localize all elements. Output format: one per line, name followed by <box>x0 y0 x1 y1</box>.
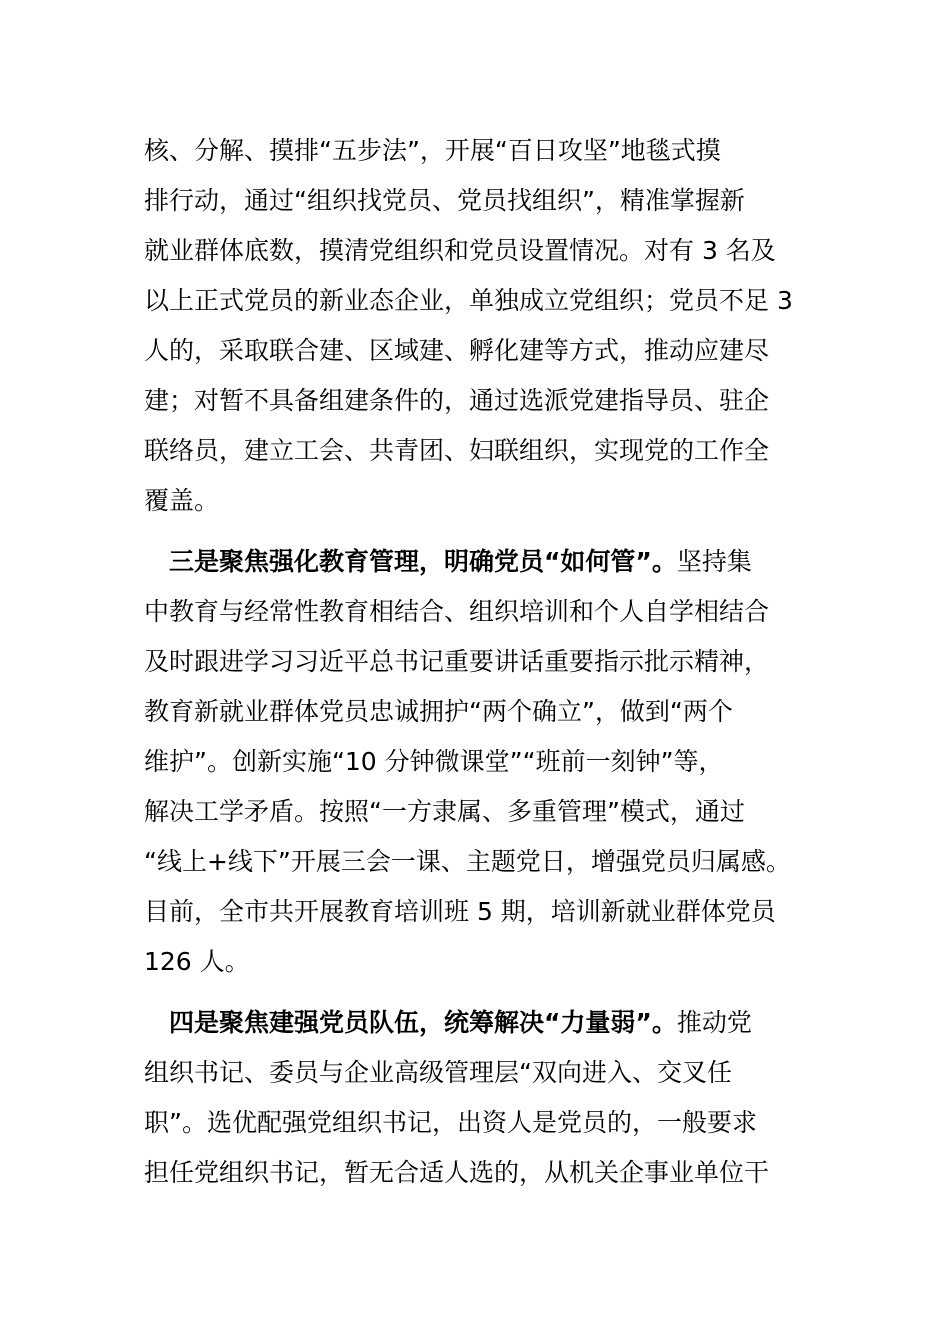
text-line: 126 人。 <box>144 947 250 976</box>
text-line: 组织书记、委员与企业高级管理层“双向进入、交叉任 <box>144 1058 732 1087</box>
text-line: 就业群体底数，摸清党组织和党员设置情况。对有 3 名及 <box>144 236 776 265</box>
text-line: 建；对暂不具备组建条件的，通过选派党建指导员、驻企 <box>144 386 770 415</box>
paragraph-2 <box>144 537 824 987</box>
text-line: 目前，全市共开展教育培训班 5 期，培训新就业群体党员 <box>144 897 776 926</box>
text-line: 教育新就业群体党员忠诚拥护“两个确立”，做到“两个 <box>144 697 733 726</box>
text-line: 排行动，通过“组织找党员、党员找组织”，精准掌握新 <box>144 186 745 215</box>
text-line: “线上+线下”开展三会一课、主题党日，增强党员归属感。 <box>144 847 791 876</box>
text-line: 解决工学矛盾。按照“一方隶属、多重管理”模式，通过 <box>144 797 745 826</box>
text-line: 职”。选优配强党组织书记，出资人是党员的，一般要求 <box>144 1108 757 1137</box>
text-line: 维护”。创新实施“10 分钟微课堂”“班前一刻钟”等， <box>144 747 724 776</box>
paragraph-3 <box>144 998 824 1198</box>
text-line: 担任党组织书记，暂无合适人选的，从机关企事业单位干 <box>144 1158 770 1187</box>
paragraph-heading: 三是聚焦强化教育管理，明确党员“如何管”。 <box>169 547 677 576</box>
paragraph-heading: 四是聚焦建强党员队伍，统筹解决“力量弱”。 <box>169 1008 677 1037</box>
paragraph-first-line <box>144 537 824 587</box>
paragraph-text: 推动党 <box>676 1008 752 1037</box>
text-line: 人的，采取联合建、区域建、孵化建等方式，推动应建尽 <box>144 336 770 365</box>
text-line: 覆盖。 <box>144 486 220 515</box>
paragraph-1 <box>144 126 824 526</box>
document-body <box>144 126 824 1198</box>
paragraph-text: 坚持集 <box>676 547 752 576</box>
text-line: 及时跟进学习习近平总书记重要讲话重要指示批示精神， <box>144 647 770 676</box>
paragraph-first-line <box>144 998 824 1048</box>
text-line: 联络员，建立工会、共青团、妇联组织，实现党的工作全 <box>144 436 770 465</box>
text-line: 以上正式党员的新业态企业，单独成立党组织；党员不足 3 <box>144 286 793 315</box>
text-line: 中教育与经常性教育相结合、组织培训和个人自学相结合 <box>144 597 770 626</box>
text-line: 核、分解、摸排“五步法”，开展“百日攻坚”地毯式摸 <box>144 136 721 165</box>
